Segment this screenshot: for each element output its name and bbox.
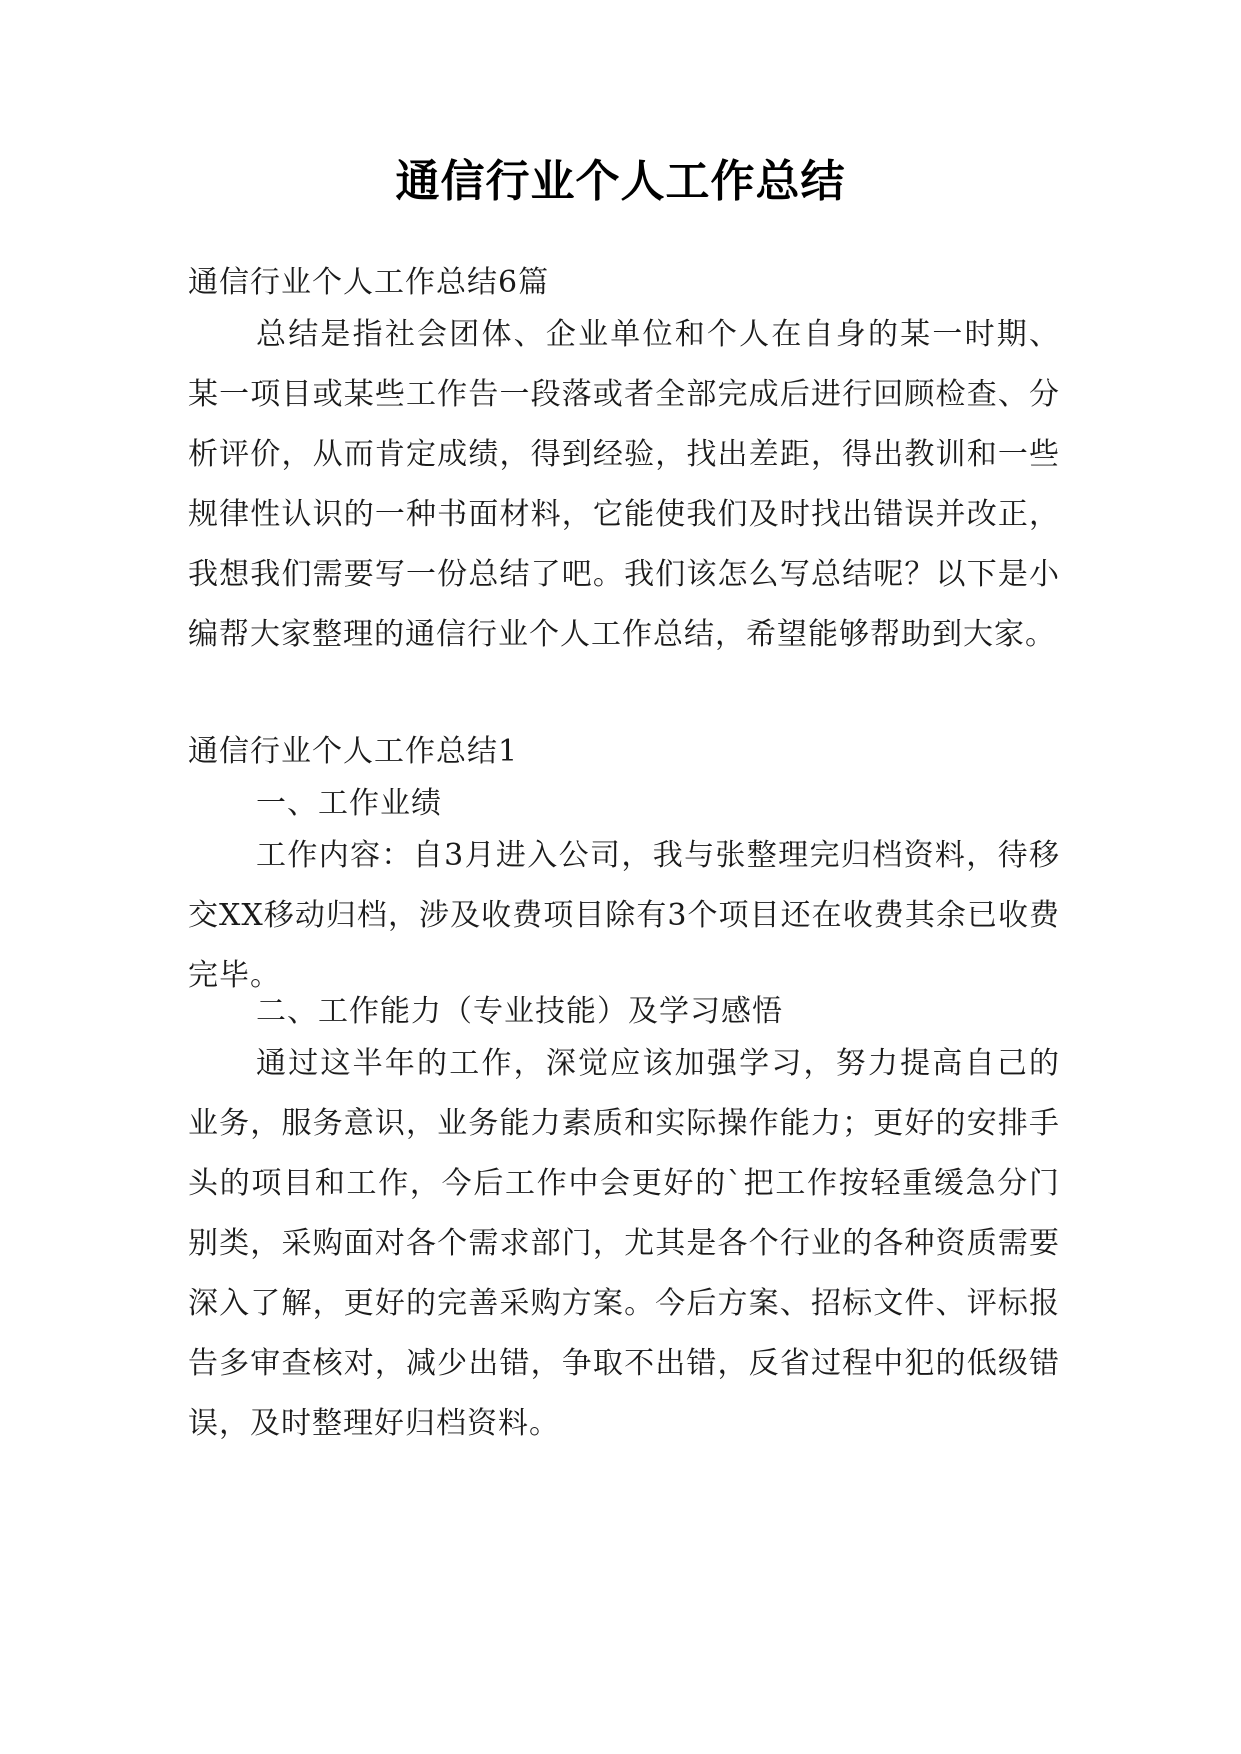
document-title: 通信行业个人工作总结 — [395, 156, 846, 207]
part2-paragraph: 通过这半年的工作，深觉应该加强学习，努力提高自己的业务，服务意识，业务能力素质和实际操作能力；更好的安排手头的项目和工作，今后工作中会更好的`把工作按轻重缓急分门别类，采购面对各个需求部门，尤其是各个行业的各种资质需要深入了解，更好的完善采购方案。今后方案、招标文件、评标报告多审查核对，减少出错，争取不出错，反省过程中犯的低级错误，及时整理好归档资料。 — [188, 1046, 1060, 1441]
intro-paragraph: 总结是指社会团体、企业单位和个人在自身的某一时期、某一项目或某些工作告一段落或者全部完成后进行回顾检查、分析评价，从而肯定成绩，得到经验，找出差距，得出教训和一些规律性认识的一种书面材料，它能使我们及时找出错误并改正，我想我们需要写一份总结了吧。我们该怎么写总结呢？以下是小编帮大家整理的通信行业个人工作总结，希望能够帮助到大家。 — [188, 317, 1060, 652]
part2-heading: 二、工作能力（专业技能）及学习感悟 — [256, 994, 783, 1029]
section-title: 通信行业个人工作总结1 — [188, 734, 519, 769]
part1-heading: 一、工作业绩 — [256, 786, 442, 821]
document-subtitle: 通信行业个人工作总结6篇 — [188, 265, 550, 300]
part1-paragraph: 工作内容：自3月进入公司，我与张整理完归档资料，待移交XX移动归档，涉及收费项目除有3个项目还在收费其余已收费完毕。 — [188, 838, 1060, 993]
